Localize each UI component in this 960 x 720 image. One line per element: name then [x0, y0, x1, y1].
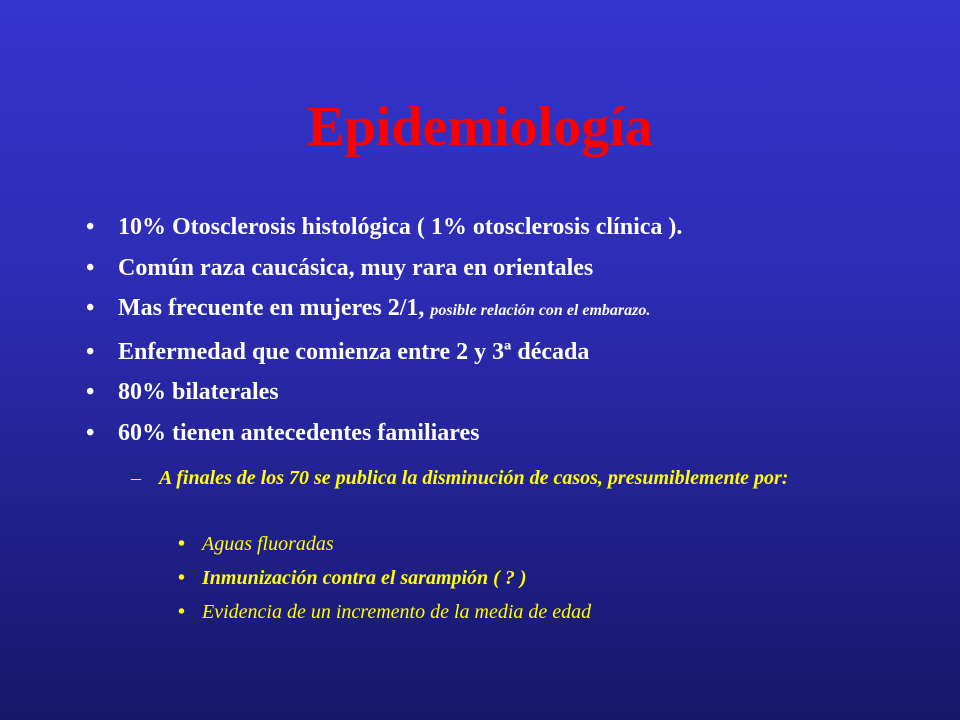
bullet-item [86, 294, 936, 325]
bullet-item [86, 419, 936, 447]
bullet-text: Común raza caucásica, muy rara en orientales [118, 254, 594, 281]
sub-sub-bullet-item [178, 532, 878, 556]
bullet-text: Enfermedad que comienza entre 2 y 3ª década [118, 338, 590, 365]
bullet-marker: • [86, 295, 95, 321]
sub-bullet-text: A finales de los 70 se publica la disminución de casos, presumiblemente por: [159, 467, 789, 489]
bullet-marker: • [86, 419, 95, 446]
bullet-list [86, 213, 936, 459]
bullet-marker: • [178, 601, 186, 623]
bullet-text: Mas frecuente en mujeres 2/1, [118, 295, 431, 321]
sub-sub-bullet-text: Aguas fluoradas [202, 533, 334, 555]
bullet-marker: • [86, 379, 95, 405]
bullet-text: 60% tienen antecedentes familiares [118, 419, 480, 446]
sub-sub-bullet-list [178, 532, 878, 634]
sub-sub-bullet-item [178, 566, 878, 590]
slide-title: Epidemiología [307, 96, 653, 158]
sub-sub-bullet-text: Evidencia de un incremento de la media de edad [202, 601, 592, 623]
sub-bullet-block [131, 466, 831, 491]
bullet-marker: • [178, 567, 186, 589]
sub-bullet-item [131, 466, 831, 491]
bullet-item [86, 213, 936, 241]
bullet-item [86, 378, 936, 406]
bullet-text: 80% bilaterales [118, 379, 279, 405]
bullet-note: posible relación con el embarazo. [430, 302, 651, 319]
dash-marker: – [131, 467, 141, 489]
bullet-marker: • [86, 338, 95, 365]
bullet-marker: • [86, 214, 95, 240]
sub-sub-bullet-text: Inmunización contra el sarampión ( ? ) [202, 567, 527, 589]
bullet-marker: • [178, 533, 186, 555]
bullet-text: 10% Otosclerosis histológica ( 1% otosclerosis clínica ). [118, 214, 683, 240]
bullet-item [86, 254, 936, 282]
sub-sub-bullet-item [178, 600, 878, 624]
bullet-marker: • [86, 254, 95, 281]
bullet-item [86, 338, 936, 366]
